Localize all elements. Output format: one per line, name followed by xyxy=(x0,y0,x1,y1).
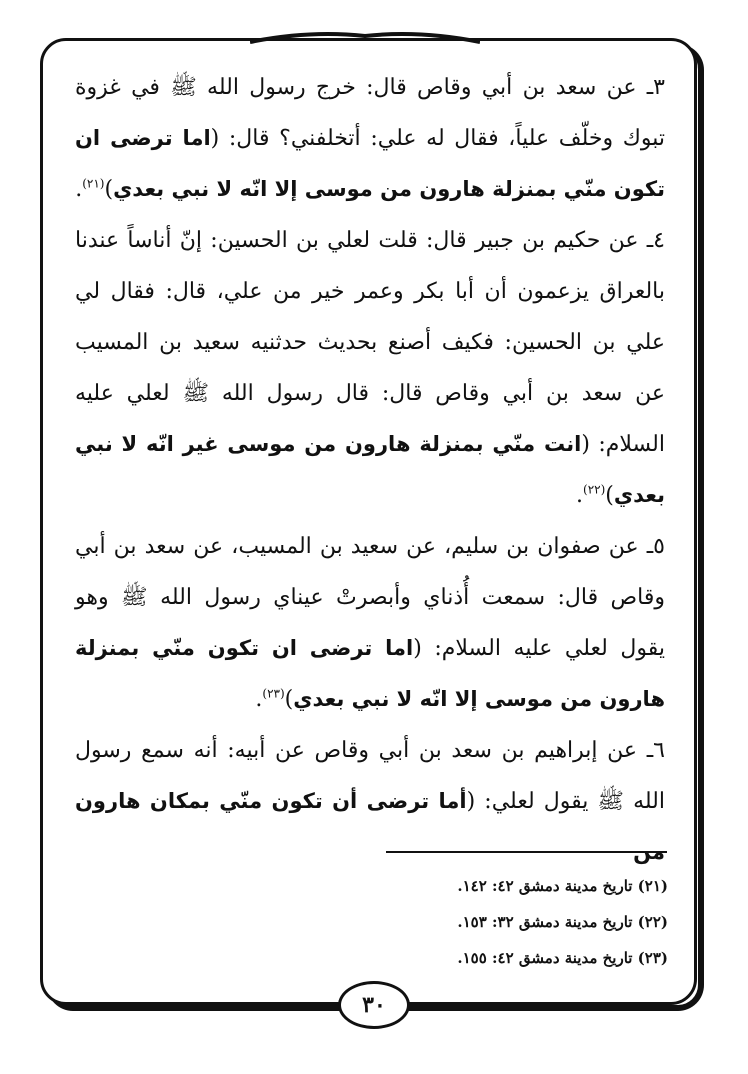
footnote-ref: (٢١) xyxy=(82,176,105,191)
footnote-ref: (٢٣) xyxy=(262,686,285,701)
footnote-ref: (٢٢) xyxy=(583,482,606,497)
paragraph-text: ٤ـ عن حكيم بن جبير قال: قلت لعلي بن الحسين: إنّ أناساً عندنا بالعراق يزعمون أن أبا بكر وعمر خير من علي، قال: فقال لي علي بن الحسين: فكيف أصنع بحديث حدثنيه سعيد بن المسيب عن سعد بن أبي وقاص قال: قال رسول الله ﷺ لعلي عليه السلام: ( xyxy=(75,228,665,457)
paragraph-text: ٦ـ عن إبراهيم بن سعد بن أبي وقاص عن أبيه: أنه سمع رسول الله ﷺ يقول لعلي: ( xyxy=(75,738,665,814)
page-number: ٣٠ xyxy=(338,981,410,1029)
hadith-quote: أما ترضى أن تكون منّي بمكان هارون من xyxy=(75,789,665,864)
sentence-end: . xyxy=(75,177,83,202)
quote-close: ) xyxy=(284,687,294,712)
paragraph-5 xyxy=(75,521,665,725)
sentence-end: . xyxy=(576,483,584,508)
footnote-divider xyxy=(386,851,667,853)
top-ornament xyxy=(250,28,480,44)
hadith-quote: اما ترضى ان تكون منّي بمنزلة هارون من موسى إلا انّه لا نبي بعدي xyxy=(75,636,665,711)
paragraph-text: ٣ـ عن سعد بن أبي وقاص قال: خرج رسول الله ﷺ في غزوة تبوك وخلّف علياً، فقال له علي: أتخلفني؟ قال: ( xyxy=(75,75,665,151)
footnote-23: (٢٣) تاريخ مدينة دمشق ٤٢: ١٥٥. xyxy=(457,949,668,967)
footnote-21: (٢١) تاريخ مدينة دمشق ٤٢: ١٤٢. xyxy=(457,877,668,895)
footnotes xyxy=(380,868,668,976)
footnote-22: (٢٢) تاريخ مدينة دمشق ٣٢: ١٥٣. xyxy=(457,913,668,931)
quote-close: ) xyxy=(605,483,614,508)
sentence-end: . xyxy=(255,687,263,712)
paragraph-3 xyxy=(75,62,665,215)
hadith-quote: اما ترضى ان تكون منّي بمنزلة هارون من موسى إلا انّه لا نبي بعدي xyxy=(75,126,665,201)
paragraph-4 xyxy=(75,215,665,521)
main-text xyxy=(75,62,665,878)
hadith-quote: انت منّي بمنزلة هارون من موسى غير انّه لا نبي بعدي xyxy=(75,432,665,507)
quote-close: ) xyxy=(104,177,114,202)
paragraph-6 xyxy=(75,725,665,878)
paragraph-text: ٥ـ عن صفوان بن سليم، عن سعيد بن المسيب، عن سعد بن أبي وقاص قال: سمعت أُذناي وأبصرتْ عيناي رسول الله ﷺ وهو يقول لعلي عليه السلام: ( xyxy=(75,534,665,661)
